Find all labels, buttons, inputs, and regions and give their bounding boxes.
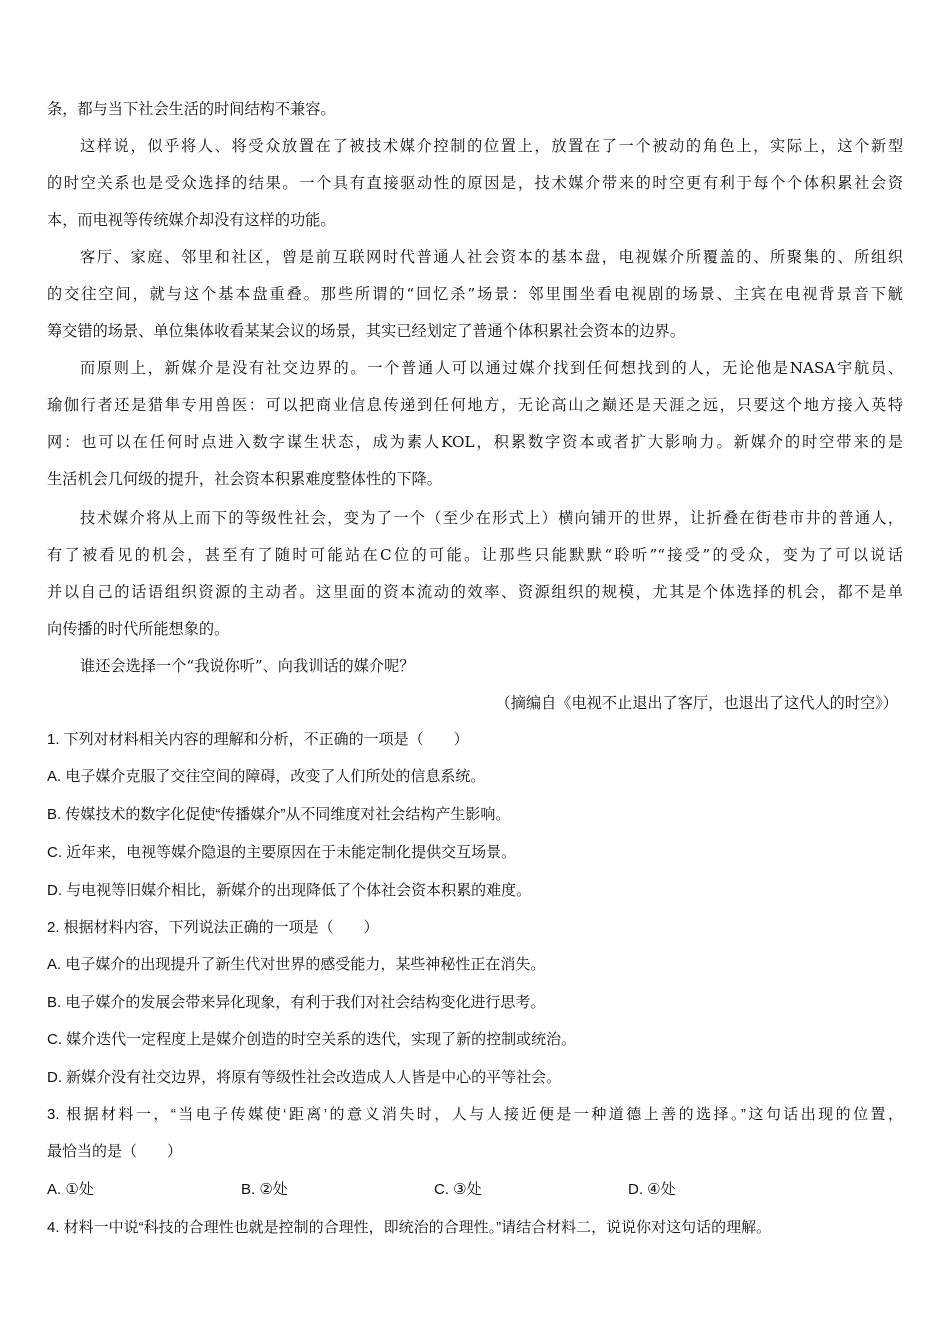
passage-line: 网：也可以在任何时点进入数字谋生状态，成为素人KOL，积累数字资本或者扩大影响力。新媒介的时空带来的是: [47, 433, 903, 451]
question-1-option-d: D. 与电视等旧媒介相比，新媒介的出现降低了个体社会资本积累的难度。: [47, 882, 532, 899]
passage-line: 这样说，似乎将人、将受众放置在了被技术媒介控制的位置上，放置在了一个被动的角色上，实际上，这个新型: [80, 137, 903, 155]
question-3-stem: 3. 根据材料一，“当电子传媒使‘距离’的意义消失时，人与人接近便是一种道德上善的选择。”这句话出现的位置，: [47, 1106, 903, 1123]
passage-line: 谁还会选择一个“我说你听”、向我训话的媒介呢？: [80, 657, 415, 675]
question-1-stem: 1. 下列对材料相关内容的理解和分析，不正确的一项是（ ）: [47, 731, 469, 748]
passage-line: 而原则上，新媒介是没有社交边界的。一个普通人可以通过媒介找到任何想找到的人，无论他是NASA宇航员、: [80, 359, 903, 377]
question-2-option-d: D. 新媒介没有社交边界，将原有等级性社会改造成人人皆是中心的平等社会。: [47, 1069, 562, 1086]
question-1-option-a: A. 电子媒介克服了交往空间的障碍，改变了人们所处的信息系统。: [47, 768, 486, 785]
question-3-stem-continued: 最恰当的是（ ）: [47, 1143, 183, 1160]
question-3-option-d: D. ④处: [628, 1181, 676, 1198]
passage-line: 技术媒介将从上而下的等级性社会，变为了一个（至少在形式上）横向铺开的世界，让折叠在街巷市井的普通人，: [80, 509, 903, 527]
passage-line: 向传播的时代所能想象的。: [47, 620, 230, 638]
passage-line: 有了被看见的机会，甚至有了随时可能站在C位的可能。让那些只能默默“聆听”“接受”的受众，变为了可以说话: [47, 546, 903, 564]
question-1-option-b: B. 传媒技术的数字化促使“传播媒介”从不同维度对社会结构产生影响。: [47, 806, 511, 823]
question-3-option-a: A. ①处: [47, 1181, 94, 1198]
passage-line: 生活机会几何级的提升，社会资本积累难度整体性的下降。: [47, 470, 442, 488]
question-2-option-b: B. 电子媒介的发展会带来异化现象，有利于我们对社会结构变化进行思考。: [47, 994, 546, 1011]
source-citation: （摘编自《电视不止退出了客厅，也退出了这代人的时空》）: [495, 694, 898, 712]
question-1-option-c: C. 近年来，电视等媒介隐退的主要原因在于未能定制化提供交互场景。: [47, 844, 517, 861]
passage-line: 客厅、家庭、邻里和社区，曾是前互联网时代普通人社会资本的基本盘，电视媒介所覆盖的、所聚集的、所组织: [80, 248, 903, 266]
question-2-option-c: C. 媒介迭代一定程度上是媒介创造的时空关系的迭代，实现了新的控制或统治。: [47, 1031, 577, 1048]
question-3-option-c: C. ③处: [434, 1181, 482, 1198]
passage-line: 并以自己的话语组织资源的主动者。这里面的资本流动的效率、资源组织的规模，尤其是个体选择的机会，都不是单: [47, 583, 903, 601]
passage-line: 瑜伽行者还是猎隼专用兽医：可以把商业信息传递到任何地方，无论高山之巅还是天涯之远，只要这个地方接入英特: [47, 396, 903, 414]
passage-line: 的时空关系也是受众选择的结果。一个具有直接驱动性的原因是，技术媒介带来的时空更有利于每个个体积累社会资: [47, 174, 903, 192]
passage-line: 的交往空间，就与这个基本盘重叠。那些所谓的“回忆杀”场景：邻里围坐看电视剧的场景、主宾在电视背景音下觥: [47, 285, 903, 303]
question-4-stem: 4. 材料一中说“科技的合理性也就是控制的合理性，即统治的合理性。”请结合材料二，说说你对这句话的理解。: [47, 1219, 772, 1236]
question-3-option-b: B. ②处: [241, 1181, 288, 1198]
passage-line: 条，都与当下社会生活的时间结构不兼容。: [47, 100, 336, 118]
passage-line: 筹交错的场景、单位集体收看某某会议的场景，其实已经划定了普通个体积累社会资本的边界。: [47, 322, 685, 340]
passage-line: 本，而电视等传统媒介却没有这样的功能。: [47, 211, 336, 229]
question-2-option-a: A. 电子媒介的出现提升了新生代对世界的感受能力，某些神秘性正在消失。: [47, 956, 546, 973]
question-2-stem: 2. 根据材料内容，下列说法正确的一项是（ ）: [47, 919, 379, 936]
